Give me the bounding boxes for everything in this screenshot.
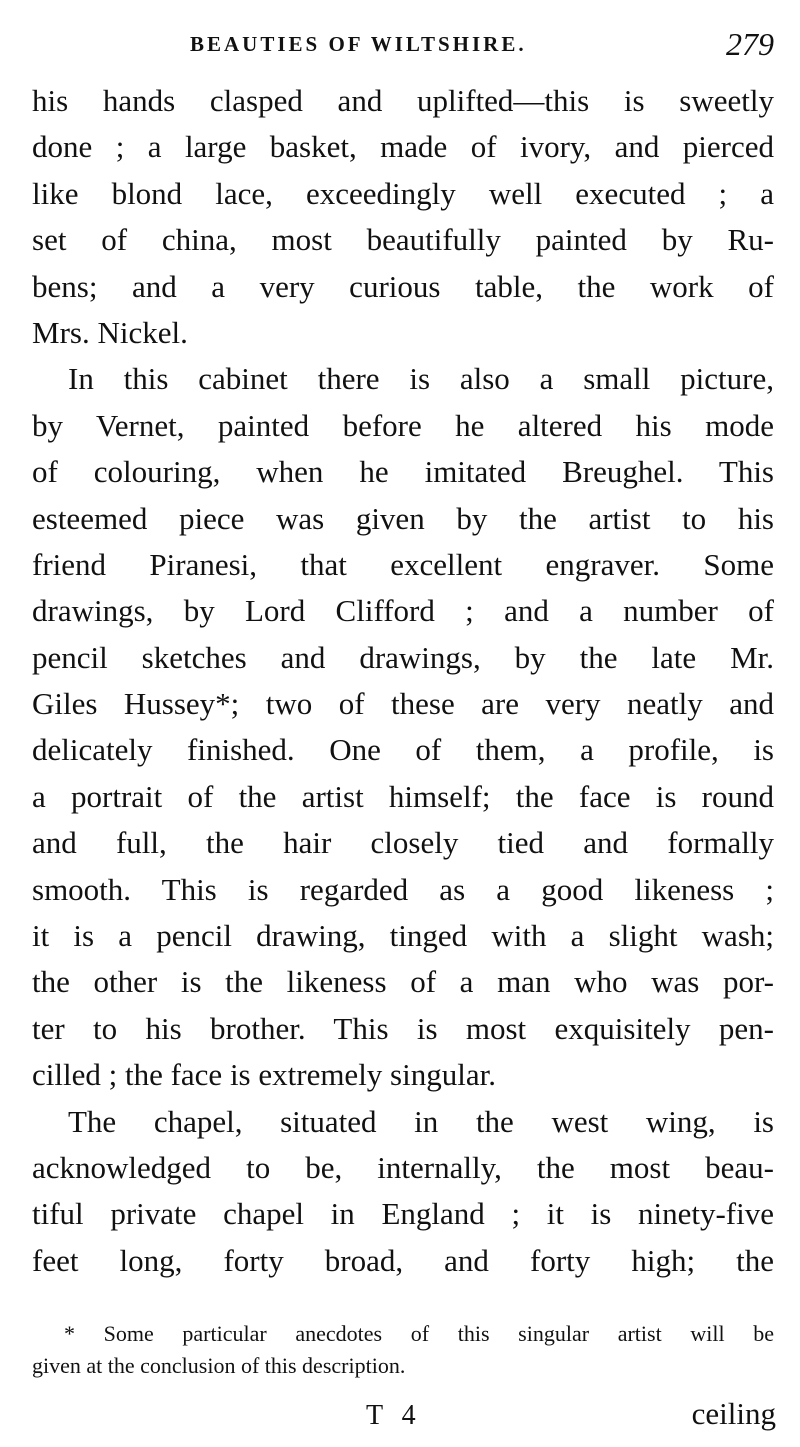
text-line: delicately finished. One of them, a profile, is bbox=[32, 732, 774, 768]
text-line: it is a pencil drawing, tinged with a slight wash; bbox=[32, 918, 774, 954]
text-line: his hands clasped and uplifted—this is sweetly bbox=[32, 83, 774, 118]
text-line: The chapel, situated in the west wing, is bbox=[68, 1103, 774, 1139]
text-line: of colouring, when he imitated Breughel. This bbox=[32, 454, 774, 490]
text-line: acknowledged to be, internally, the most beau- bbox=[32, 1149, 774, 1185]
footnote bbox=[32, 1318, 774, 1382]
text-line: Giles Hussey*; two of these are very neatly and bbox=[32, 686, 774, 722]
running-head bbox=[0, 26, 800, 66]
text-line: Mrs. Nickel. bbox=[32, 314, 188, 350]
text-line: drawings, by Lord Clifford ; and a number of bbox=[32, 593, 774, 629]
text-line: tiful private chapel in England ; it is ninety-five bbox=[32, 1196, 774, 1232]
footnote-line: * Some particular anecdotes of this singular artist will be bbox=[64, 1321, 774, 1346]
text-line: like blond lace, exceedingly well executed ; a bbox=[32, 175, 774, 211]
text-line: In this cabinet there is also a small picture, bbox=[68, 361, 774, 397]
text-line: pencil sketches and drawings, by the late Mr. bbox=[32, 639, 774, 675]
catchword: ceiling bbox=[691, 1396, 776, 1431]
text-line: feet long, forty broad, and forty high; the bbox=[32, 1242, 774, 1278]
text-line: esteemed piece was given by the artist to his bbox=[32, 500, 774, 536]
signature-mark: T 4 bbox=[366, 1400, 422, 1431]
text-line: ter to his brother. This is most exquisitely pen- bbox=[32, 1010, 774, 1046]
text-line: a portrait of the artist himself; the face is round bbox=[32, 778, 774, 814]
body-text bbox=[32, 78, 774, 1284]
text-line: the other is the likeness of a man who was por- bbox=[32, 964, 774, 1000]
text-line: smooth. This is regarded as a good likeness ; bbox=[32, 871, 774, 907]
page-number: 279 bbox=[726, 26, 774, 62]
text-line: friend Piranesi, that excellent engraver. Some bbox=[32, 546, 774, 582]
text-line: cilled ; the face is extremely singular. bbox=[32, 1057, 496, 1093]
running-title: BEAUTIES OF WILTSHIRE. bbox=[190, 32, 527, 56]
text-line: done ; a large basket, made of ivory, and pierced bbox=[32, 129, 774, 165]
text-line: bens; and a very curious table, the work of bbox=[32, 268, 774, 304]
footnote-line: given at the conclusion of this description. bbox=[32, 1353, 406, 1378]
text-line: by Vernet, painted before he altered his mode bbox=[32, 407, 774, 443]
text-line: set of china, most beautifully painted by Ru- bbox=[32, 222, 774, 258]
text-line: and full, the hair closely tied and formally bbox=[32, 825, 774, 861]
